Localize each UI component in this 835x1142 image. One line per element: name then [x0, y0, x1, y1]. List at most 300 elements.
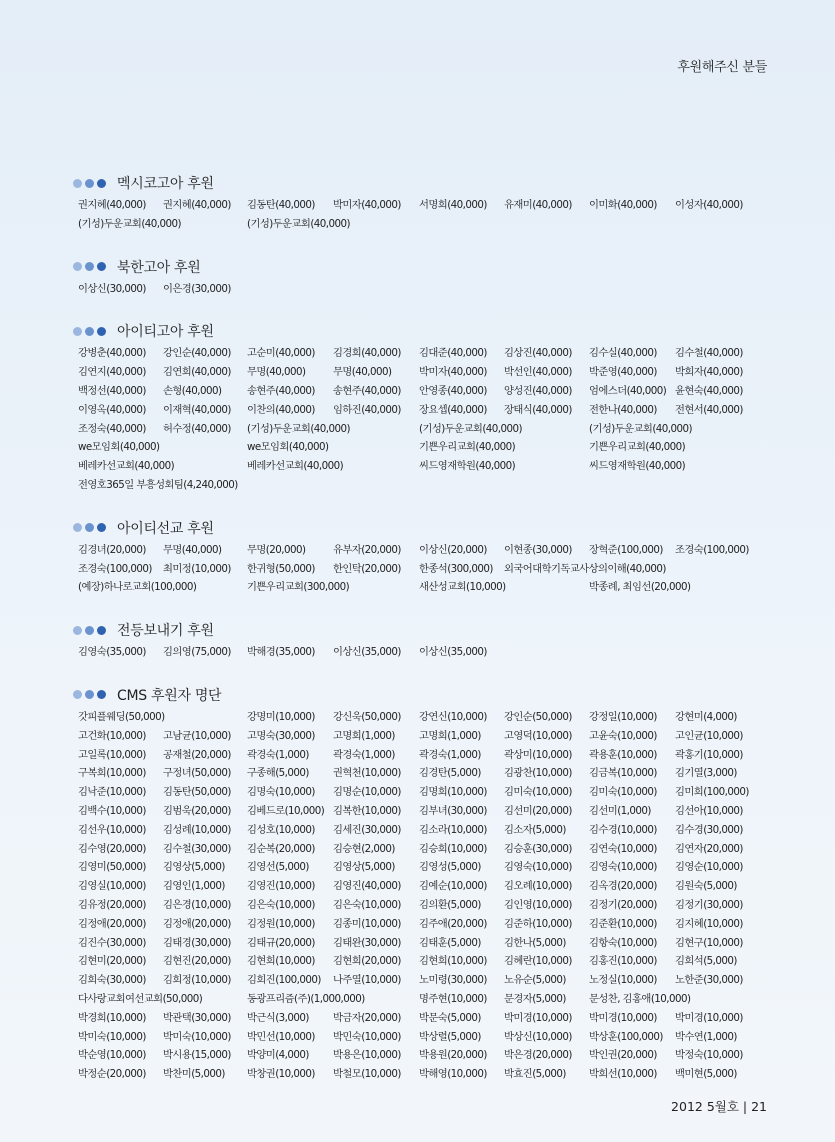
donor-entry: 박찬미(5,000) — [163, 1068, 225, 1081]
donor-entry: 문경자(5,000) — [504, 992, 566, 1005]
bullet-dot-icon — [73, 262, 82, 271]
donor-entry: 이상신(35,000) — [419, 646, 487, 659]
bullet-dots-icon — [73, 262, 109, 271]
donor-entry: 백미현(5,000) — [675, 1068, 737, 1081]
donor-entry: 김현구(10,000) — [675, 936, 743, 949]
donor-entry: 김태훈(5,000) — [419, 936, 481, 949]
donor-entry: 김영미(50,000) — [78, 861, 146, 874]
donor-entry: 김연희(40,000) — [163, 366, 231, 379]
donor-entry: 김경녀(20,000) — [78, 543, 146, 556]
donor-row — [70, 1028, 770, 1047]
donor-entry: 허수정(40,000) — [163, 422, 231, 435]
donor-row — [70, 280, 770, 299]
donor-entry: 조정숙(40,000) — [78, 422, 146, 435]
donor-entry: 김금복(10,000) — [589, 767, 657, 780]
donor-entry: 김오례(10,000) — [504, 880, 572, 893]
donor-entry: 김인영(10,000) — [504, 898, 572, 911]
donor-entry: 장태식(40,000) — [504, 403, 572, 416]
donor-entry: 박종례, 최임선(20,000) — [589, 581, 691, 594]
donor-entry: 김승희(10,000) — [419, 842, 487, 855]
donor-entry: 김경탄(5,000) — [419, 767, 481, 780]
donor-entry: 문성찬, 김홍애(10,000) — [589, 992, 691, 1005]
donor-entry: 김베드로(10,000) — [247, 804, 325, 817]
donor-entry: 구복희(10,000) — [78, 767, 146, 780]
donor-row — [70, 457, 770, 476]
donor-entry: 손형(40,000) — [163, 384, 222, 397]
donor-entry: 곽경숙(1,000) — [419, 748, 481, 761]
donor-row — [70, 727, 770, 746]
donor-row — [70, 840, 770, 859]
donor-entry: 김대준(40,000) — [419, 347, 487, 360]
donor-entry: 권지혜(40,000) — [78, 199, 146, 211]
donor-entry: 갓피플웨딩(50,000) — [78, 710, 165, 723]
donor-entry: 김기열(3,000) — [675, 767, 737, 780]
donor-entry: 김범욱(20,000) — [163, 804, 231, 817]
donor-entry: 기쁜우리교회(300,000) — [247, 581, 350, 594]
donor-entry: 김태완(30,000) — [333, 936, 401, 949]
donor-entry: 베레카선교회(40,000) — [247, 460, 344, 473]
donor-entry: 장요셉(40,000) — [419, 403, 487, 416]
donor-entry: 김희진(100,000) — [247, 974, 321, 987]
donor-entry: 김정기(30,000) — [675, 898, 743, 911]
donor-entry: 베레카선교회(40,000) — [78, 460, 175, 473]
donor-row — [70, 934, 770, 953]
donor-row — [70, 764, 770, 783]
donor-entry: 이찬의(40,000) — [247, 403, 315, 416]
donor-entry: 김현미(20,000) — [78, 955, 146, 968]
section-heading — [70, 320, 770, 342]
donor-entry: 김혜란(10,000) — [504, 955, 572, 968]
donor-entry: 김현희(20,000) — [333, 955, 401, 968]
donor-entry: 고건화(10,000) — [78, 729, 146, 742]
donor-row — [70, 344, 770, 363]
donor-row — [70, 783, 770, 802]
donor-entry: 김경희(40,000) — [333, 347, 401, 360]
donor-entry: 김영순(10,000) — [675, 861, 743, 874]
donor-entry: 고명희(1,000) — [333, 729, 395, 742]
donor-section — [70, 172, 770, 234]
donor-entry: 이성자(40,000) — [675, 199, 743, 211]
donor-entry: 강인순(50,000) — [504, 710, 572, 723]
donor-entry: 박정숙(10,000) — [675, 1049, 743, 1062]
donor-entry: 고영덕(10,000) — [504, 729, 572, 742]
donor-entry: (기성)두운교회(40,000) — [247, 422, 350, 435]
donor-row — [70, 560, 770, 579]
donor-entry: 김영숙(10,000) — [589, 861, 657, 874]
donor-row — [70, 877, 770, 896]
donor-row — [70, 215, 770, 234]
donor-entry: 김정기(20,000) — [589, 898, 657, 911]
donor-entry: 강현미(4,000) — [675, 710, 737, 723]
donor-entry: 강병춘(40,000) — [78, 347, 146, 360]
donor-entry: 고윤숙(10,000) — [589, 729, 657, 742]
donor-entry: 명주현(10,000) — [419, 992, 487, 1005]
donor-entry: 김영성(5,000) — [419, 861, 481, 874]
donor-entry: 박인권(20,000) — [589, 1049, 657, 1062]
donor-entry: 김영진(10,000) — [247, 880, 315, 893]
donor-entry: 김수경(30,000) — [675, 823, 743, 836]
donor-entry: 김승현(2,000) — [333, 842, 395, 855]
bullet-dot-icon — [73, 179, 82, 188]
donor-row — [70, 643, 770, 662]
donor-entry: 김동탄(50,000) — [163, 786, 231, 799]
donor-entry: 박해영(10,000) — [419, 1068, 487, 1081]
donor-entry: 유재미(40,000) — [504, 199, 572, 211]
donor-list-content — [70, 172, 770, 1094]
donor-entry: 이은경(30,000) — [163, 282, 231, 295]
section-title: CMS 후원자 명단 — [117, 687, 222, 704]
donor-entry: 전현서(40,000) — [675, 403, 743, 416]
donor-entry: 김광찬(10,000) — [504, 767, 572, 780]
donor-entry: 김정원(10,000) — [247, 917, 315, 930]
bullet-dots-icon — [73, 179, 109, 188]
donor-entry: 고남균(10,000) — [163, 729, 231, 742]
donor-entry: 김정애(20,000) — [78, 917, 146, 930]
bullet-dot-icon — [97, 179, 106, 188]
donor-entry: 박미경(10,000) — [675, 1011, 743, 1024]
donor-entry: 김희정(10,000) — [163, 974, 231, 987]
section-title: 아이티고아 후원 — [117, 324, 214, 341]
donor-entry: 박희자(40,000) — [675, 366, 743, 379]
donor-entry: 박용원(20,000) — [419, 1049, 487, 1062]
donor-entry: 박민숙(10,000) — [333, 1030, 401, 1043]
donor-entry: 외국어대학기독교사상의이해(40,000) — [504, 562, 666, 575]
section-heading — [70, 256, 770, 278]
bullet-dot-icon — [97, 262, 106, 271]
donor-entry: 전영호365일 부흥성회팀(4,240,000) — [78, 478, 238, 491]
donor-row — [70, 363, 770, 382]
donor-entry: 김영숙(35,000) — [78, 646, 146, 659]
donor-entry: 김영진(40,000) — [333, 880, 401, 893]
section-title: 아이티선교 후원 — [117, 520, 214, 537]
donor-section — [70, 320, 770, 494]
donor-entry: 박미경(10,000) — [504, 1011, 572, 1024]
donor-entry: 김현진(20,000) — [163, 955, 231, 968]
donor-entry: 박정순(20,000) — [78, 1068, 146, 1081]
bullet-dot-icon — [85, 626, 94, 635]
page-header: 후원해주신 분들 — [677, 60, 767, 75]
donor-entry: 다사랑교회여선교회(50,000) — [78, 992, 203, 1005]
bullet-dot-icon — [85, 523, 94, 532]
donor-entry: 김준하(10,000) — [504, 917, 572, 930]
donor-entry: 박철모(10,000) — [333, 1068, 401, 1081]
donor-entry: 김연숙(10,000) — [589, 842, 657, 855]
donor-entry: 새산성교회(10,000) — [419, 581, 506, 594]
bullet-dot-icon — [73, 690, 82, 699]
donor-entry: 김승훈(30,000) — [504, 842, 572, 855]
donor-entry: 김태규(20,000) — [247, 936, 315, 949]
donor-row — [70, 401, 770, 420]
donor-entry: 양성진(40,000) — [504, 384, 572, 397]
donor-entry: 김진수(30,000) — [78, 936, 146, 949]
bullet-dot-icon — [85, 262, 94, 271]
donor-entry: 박선인(40,000) — [504, 366, 572, 379]
donor-entry: 박관택(30,000) — [163, 1011, 231, 1024]
donor-entry: 조경숙(100,000) — [675, 543, 749, 556]
donor-entry: 김연자(20,000) — [675, 842, 743, 855]
donor-entry: (기성)두운교회(40,000) — [419, 422, 522, 435]
donor-entry: 박준영(40,000) — [589, 366, 657, 379]
donor-entry: 김수철(40,000) — [675, 347, 743, 360]
donor-entry: 고명숙(30,000) — [247, 729, 315, 742]
donor-entry: 김의환(5,000) — [419, 898, 481, 911]
donor-entry: 김영실(10,000) — [78, 880, 146, 893]
donor-row — [70, 990, 770, 1009]
donor-entry: 권혁천(10,000) — [333, 767, 401, 780]
donor-row — [70, 821, 770, 840]
donor-entry: 장혁준(100,000) — [589, 543, 663, 556]
donor-entry: 김항숙(10,000) — [589, 936, 657, 949]
donor-entry: 한인탁(20,000) — [333, 562, 401, 575]
donor-entry: 김성호(10,000) — [247, 823, 315, 836]
donor-entry: 김현희(10,000) — [419, 955, 487, 968]
donor-entry: 김명희(10,000) — [419, 786, 487, 799]
donor-entry: 김영숙(10,000) — [504, 861, 572, 874]
bullet-dots-icon — [73, 626, 109, 635]
section-heading — [70, 684, 770, 706]
donor-entry: 김주애(20,000) — [419, 917, 487, 930]
bullet-dot-icon — [85, 327, 94, 336]
donor-entry: 이영옥(40,000) — [78, 403, 146, 416]
donor-entry: 김영상(5,000) — [333, 861, 395, 874]
donor-entry: 고일록(10,000) — [78, 748, 146, 761]
donor-entry: 이미화(40,000) — [589, 199, 657, 211]
donor-entry: 박금자(20,000) — [333, 1011, 401, 1024]
donor-entry: 김연지(40,000) — [78, 366, 146, 379]
donor-entry: 곽홍기(10,000) — [675, 748, 743, 761]
donor-entry: 유부자(20,000) — [333, 543, 401, 556]
section-heading — [70, 172, 770, 194]
donor-entry: 김현희(10,000) — [247, 955, 315, 968]
donor-entry: 박미숙(10,000) — [78, 1030, 146, 1043]
donor-entry: 김소자(5,000) — [504, 823, 566, 836]
donor-entry: 공재철(20,000) — [163, 748, 231, 761]
donor-entry: 송현주(40,000) — [333, 384, 401, 397]
donor-entry: 김선아(10,000) — [675, 804, 743, 817]
donor-entry: 김명순(10,000) — [333, 786, 401, 799]
donor-entry: 김동탄(40,000) — [247, 199, 315, 211]
donor-row — [70, 476, 770, 495]
donor-entry: 이상신(30,000) — [78, 282, 146, 295]
donor-entry: 김수실(40,000) — [589, 347, 657, 360]
donor-row — [70, 438, 770, 457]
donor-entry: 곽경숙(1,000) — [247, 748, 309, 761]
donor-entry: 조경숙(100,000) — [78, 562, 152, 575]
donor-entry: 고순미(40,000) — [247, 347, 315, 360]
donor-entry: (예장)하나로교회(100,000) — [78, 581, 197, 594]
donor-entry: we모임회(40,000) — [247, 441, 329, 454]
bullet-dot-icon — [73, 327, 82, 336]
donor-entry: 구정녀(50,000) — [163, 767, 231, 780]
donor-entry: (기성)두운교회(40,000) — [589, 422, 692, 435]
donor-entry: 한귀형(50,000) — [247, 562, 315, 575]
donor-entry: 박시용(15,000) — [163, 1049, 231, 1062]
donor-entry: 박상렬(5,000) — [419, 1030, 481, 1043]
donor-entry: 김순복(20,000) — [247, 842, 315, 855]
section-heading — [70, 619, 770, 641]
donor-entry: 권지혜(40,000) — [163, 199, 231, 211]
donor-entry: 김은경(10,000) — [163, 898, 231, 911]
donor-section — [70, 256, 770, 299]
donor-row — [70, 541, 770, 560]
bullet-dot-icon — [97, 626, 106, 635]
donor-entry: 김미숙(10,000) — [504, 786, 572, 799]
donor-entry: 이상신(20,000) — [419, 543, 487, 556]
donor-entry: 김미희(100,000) — [675, 786, 749, 799]
donor-section — [70, 684, 770, 1084]
donor-entry: 서명희(40,000) — [419, 199, 487, 211]
donor-entry: 김부녀(30,000) — [419, 804, 487, 817]
donor-entry: 기쁜우리교회(40,000) — [589, 441, 686, 454]
donor-entry: (기성)두운교회(40,000) — [247, 217, 350, 230]
donor-entry: 나주열(10,000) — [333, 974, 401, 987]
donor-entry: 박문숙(5,000) — [419, 1011, 481, 1024]
donor-entry: 박수연(1,000) — [675, 1030, 737, 1043]
donor-row — [70, 896, 770, 915]
donor-entry: 김선미(20,000) — [504, 804, 572, 817]
donor-entry: 김태경(30,000) — [163, 936, 231, 949]
donor-entry: 김복한(10,000) — [333, 804, 401, 817]
bullet-dot-icon — [73, 626, 82, 635]
donor-entry: 박해경(35,000) — [247, 646, 315, 659]
donor-entry: 김희석(5,000) — [675, 955, 737, 968]
donor-entry: 고명희(1,000) — [419, 729, 481, 742]
donor-entry: 김상진(40,000) — [504, 347, 572, 360]
donor-entry: 무명(40,000) — [333, 366, 392, 379]
donor-row — [70, 971, 770, 990]
donor-entry: 박근식(3,000) — [247, 1011, 309, 1024]
page-footer: 2012 5월호 | 21 — [671, 1099, 767, 1114]
donor-entry: 김선우(10,000) — [78, 823, 146, 836]
section-title: 북한고아 후원 — [117, 259, 201, 276]
donor-entry: 김은숙(10,000) — [247, 898, 315, 911]
donor-entry: 김희숙(30,000) — [78, 974, 146, 987]
donor-entry: 노유순(5,000) — [504, 974, 566, 987]
donor-entry: 김한나(5,000) — [504, 936, 566, 949]
donor-entry: 곽상미(10,000) — [504, 748, 572, 761]
donor-entry: 무명(40,000) — [163, 543, 222, 556]
donor-entry: 기쁜우리교회(40,000) — [419, 441, 516, 454]
donor-entry: 박상신(10,000) — [504, 1030, 572, 1043]
donor-row — [70, 1065, 770, 1084]
donor-entry: 김미숙(10,000) — [589, 786, 657, 799]
donor-row — [70, 952, 770, 971]
donor-entry: 박창권(10,000) — [247, 1068, 315, 1081]
donor-entry: 김수경(10,000) — [589, 823, 657, 836]
donor-row — [70, 578, 770, 597]
donor-entry: 곽경숙(1,000) — [333, 748, 395, 761]
donor-entry: 박미숙(10,000) — [163, 1030, 231, 1043]
donor-entry: 김종미(10,000) — [333, 917, 401, 930]
donor-entry: 이재혁(40,000) — [163, 403, 231, 416]
donor-entry: 강인순(40,000) — [163, 347, 231, 360]
section-title: 멕시코고아 후원 — [117, 176, 214, 192]
bullet-dot-icon — [97, 523, 106, 532]
donor-row — [70, 1046, 770, 1065]
donor-entry: 김명숙(10,000) — [247, 786, 315, 799]
donor-row — [70, 915, 770, 934]
donor-entry: 박민선(10,000) — [247, 1030, 315, 1043]
section-title: 전등보내기 후원 — [117, 623, 214, 640]
donor-entry: 박용은(10,000) — [333, 1049, 401, 1062]
donor-entry: 강명미(10,000) — [247, 710, 315, 723]
donor-entry: 최미정(10,000) — [163, 562, 231, 575]
donor-entry: 노정실(10,000) — [589, 974, 657, 987]
donor-section — [70, 517, 770, 597]
donor-entry: 백정선(40,000) — [78, 384, 146, 397]
donor-entry: 김정애(20,000) — [163, 917, 231, 930]
donor-entry: 김세진(30,000) — [333, 823, 401, 836]
bullet-dot-icon — [97, 690, 106, 699]
donor-entry: 김선미(1,000) — [589, 804, 651, 817]
donor-entry: 박상훈(100,000) — [589, 1030, 663, 1043]
donor-entry: 이상신(35,000) — [333, 646, 401, 659]
donor-entry: 김원숙(5,000) — [675, 880, 737, 893]
donor-entry: 이현종(30,000) — [504, 543, 572, 556]
donor-entry: 강연신(10,000) — [419, 710, 487, 723]
donor-entry: 무명(40,000) — [247, 366, 306, 379]
donor-entry: 김영선(5,000) — [247, 861, 309, 874]
donor-entry: 노한준(30,000) — [675, 974, 743, 987]
bullet-dot-icon — [97, 327, 106, 336]
donor-entry: we모임회(40,000) — [78, 441, 160, 454]
donor-entry: 김수철(30,000) — [163, 842, 231, 855]
bullet-dots-icon — [73, 690, 109, 699]
bullet-dot-icon — [85, 690, 94, 699]
donor-entry: 김지혜(10,000) — [675, 917, 743, 930]
donor-entry: 박미경(10,000) — [589, 1011, 657, 1024]
donor-section — [70, 619, 770, 662]
donor-entry: 김낙준(10,000) — [78, 786, 146, 799]
donor-entry: 김소라(10,000) — [419, 823, 487, 836]
donor-entry: 김영인(1,000) — [163, 880, 225, 893]
donor-entry: 강정일(10,000) — [589, 710, 657, 723]
donor-entry: 김옥경(20,000) — [589, 880, 657, 893]
donor-entry: 김예순(10,000) — [419, 880, 487, 893]
donor-entry: 곽용훈(10,000) — [589, 748, 657, 761]
donor-entry: 김백수(10,000) — [78, 804, 146, 817]
donor-entry: 무명(20,000) — [247, 543, 306, 556]
donor-entry: 임하진(40,000) — [333, 403, 401, 416]
donor-row — [70, 1009, 770, 1028]
donor-row — [70, 858, 770, 877]
donor-entry: 구종해(5,000) — [247, 767, 309, 780]
donor-entry: 김홍진(10,000) — [589, 955, 657, 968]
donor-entry: 한종석(300,000) — [419, 562, 493, 575]
donor-entry: 김은숙(10,000) — [333, 898, 401, 911]
donor-entry: 박희선(10,000) — [589, 1068, 657, 1081]
donor-entry: 박은경(20,000) — [504, 1049, 572, 1062]
donor-row — [70, 382, 770, 401]
donor-entry: 고인균(10,000) — [675, 729, 743, 742]
donor-entry: 박미자(40,000) — [333, 199, 401, 211]
donor-entry: 김수영(20,000) — [78, 842, 146, 855]
donor-entry: 강신욱(50,000) — [333, 710, 401, 723]
donor-row — [70, 196, 770, 215]
donor-entry: 엄에스더(40,000) — [589, 384, 667, 397]
donor-entry: 박경희(10,000) — [78, 1011, 146, 1024]
donor-entry: 김성례(10,000) — [163, 823, 231, 836]
bullet-dots-icon — [73, 523, 109, 532]
donor-entry: 씨드영재학원(40,000) — [589, 460, 686, 473]
bullet-dot-icon — [85, 179, 94, 188]
donor-entry: 김유정(20,000) — [78, 898, 146, 911]
donor-entry: 동광프리즘(주)(1,000,000) — [247, 992, 365, 1005]
bullet-dots-icon — [73, 327, 109, 336]
section-heading — [70, 517, 770, 539]
donor-row — [70, 746, 770, 765]
donor-entry: 송현주(40,000) — [247, 384, 315, 397]
